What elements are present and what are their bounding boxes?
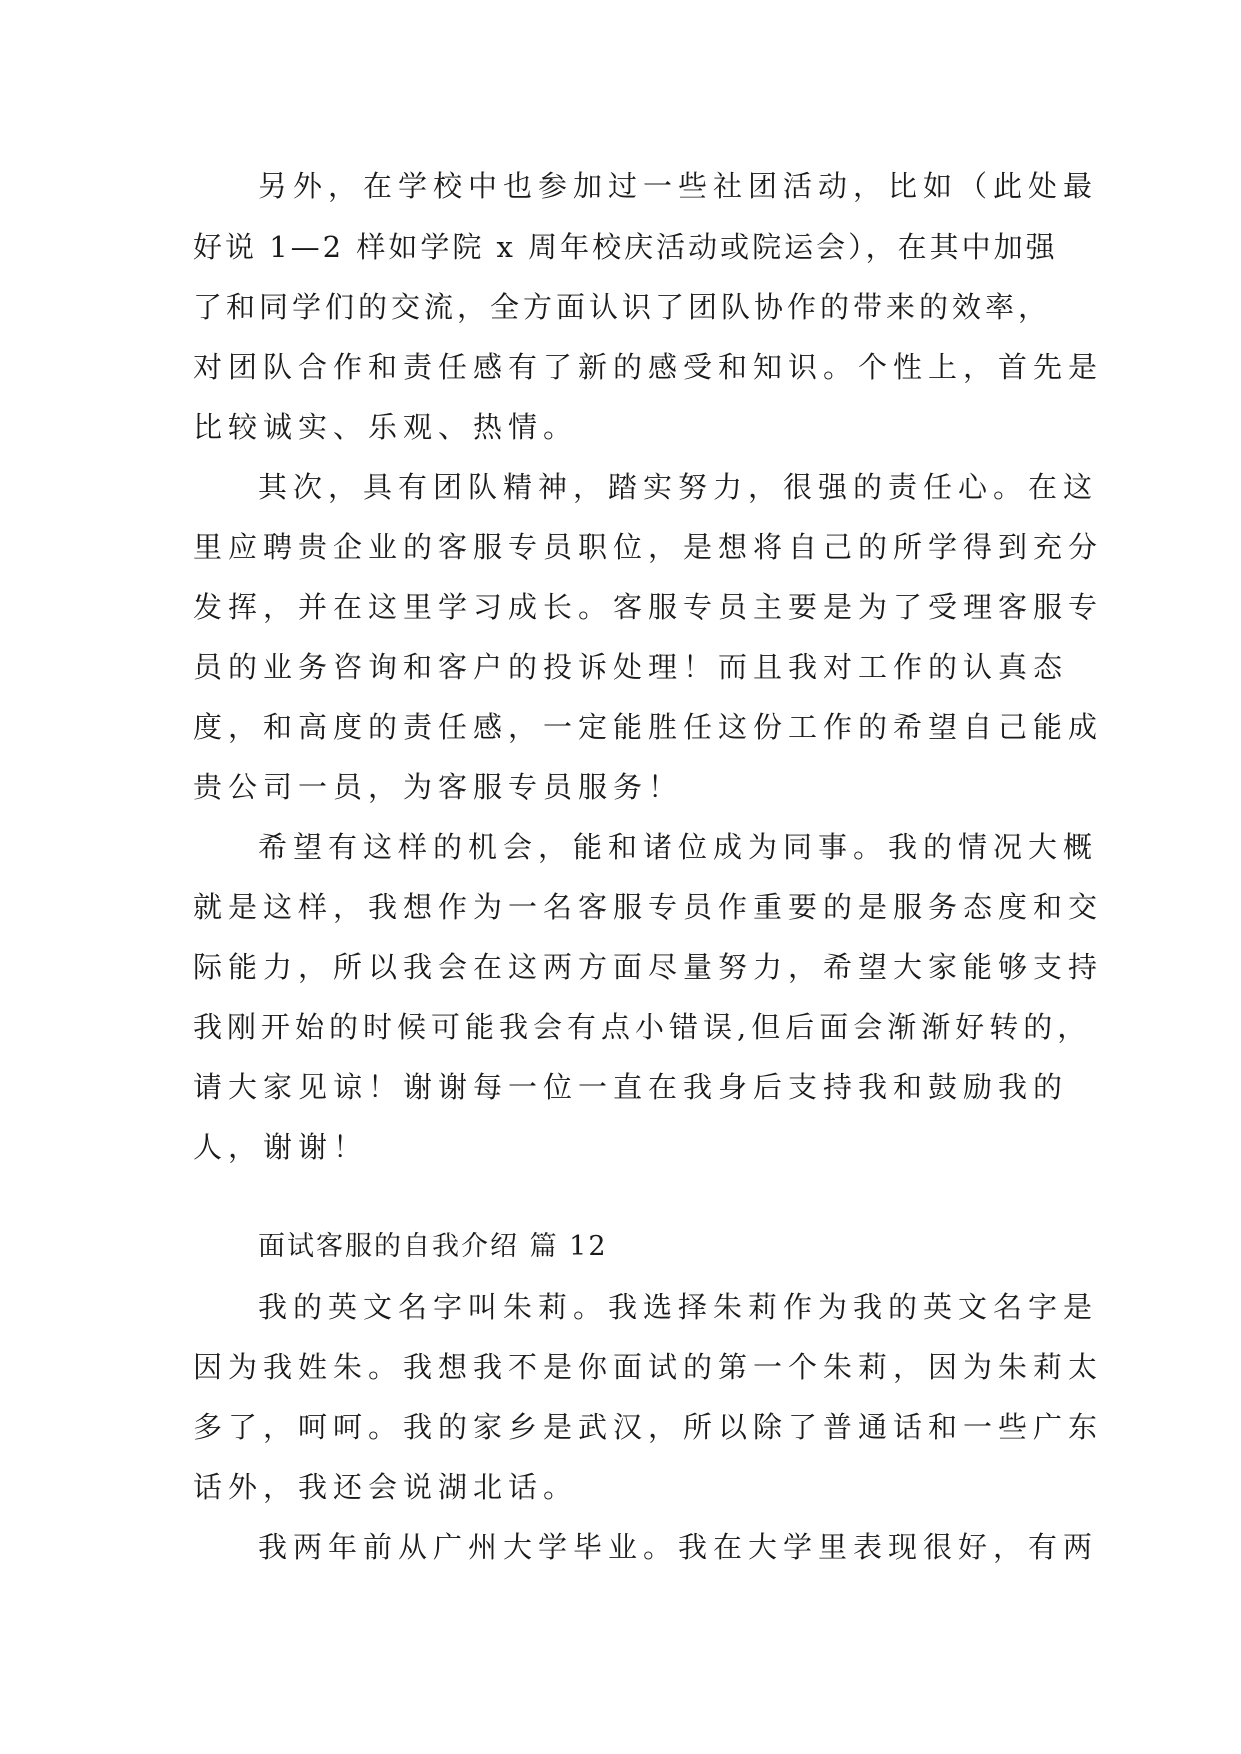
- paragraph-3-line-5: 请大家见谅！谢谢每一位一直在我身后支持我和鼓励我的: [193, 1070, 1069, 1104]
- paragraph-4-line-4: 话外，我还会说湖北话。: [193, 1470, 579, 1504]
- paragraph-2-line-3: 发挥，并在这里学习成长。客服专员主要是为了受理客服专: [193, 590, 1104, 624]
- paragraph-1-line-1: 另外，在学校中也参加过一些社团活动，比如（此处最: [258, 169, 1099, 203]
- paragraph-4-line-2: 因为我姓朱。我想我不是你面试的第一个朱莉，因为朱莉太: [193, 1350, 1104, 1384]
- paragraph-1-line-3: 了和同学们的交流，全方面认识了团队协作的带来的效率，: [193, 290, 1052, 324]
- paragraph-2-line-6: 贵公司一员，为客服专员服务！: [193, 770, 684, 804]
- paragraph-1-line-5: 比较诚实、乐观、热情。: [193, 410, 579, 444]
- paragraph-5-line-1: 我两年前从广州大学毕业。我在大学里表现很好，有两: [258, 1530, 1099, 1564]
- paragraph-3-line-3: 际能力，所以我会在这两方面尽量努力，希望大家能够支持: [193, 950, 1104, 984]
- section-heading: 面试客服的自我介绍 篇 12: [258, 1231, 608, 1262]
- paragraph-2-line-4: 员的业务咨询和客户的投诉处理！而且我对工作的认真态: [193, 650, 1069, 684]
- paragraph-1-line-2: 好说 1—2 样如学院 x 周年校庆活动或院运会），在其中加强: [193, 230, 1058, 264]
- paragraph-4-line-3: 多了，呵呵。我的家乡是武汉，所以除了普通话和一些广东: [193, 1410, 1104, 1444]
- paragraph-2-line-5: 度，和高度的责任感，一定能胜任这份工作的希望自己能成: [193, 710, 1104, 744]
- paragraph-2-line-1: 其次，具有团队精神，踏实努力，很强的责任心。在这: [258, 470, 1099, 504]
- paragraph-4-line-1: 我的英文名字叫朱莉。我选择朱莉作为我的英文名字是: [258, 1290, 1099, 1324]
- paragraph-3-line-4: 我刚开始的时候可能我会有点小错误,但后面会渐渐好转的，: [193, 1010, 1092, 1044]
- paragraph-3-line-1: 希望有这样的机会，能和诸位成为同事。我的情况大概: [258, 830, 1099, 864]
- paragraph-3-line-6: 人，谢谢！: [193, 1130, 369, 1164]
- paragraph-3-line-2: 就是这样，我想作为一名客服专员作重要的是服务态度和交: [193, 890, 1104, 924]
- paragraph-1-line-4: 对团队合作和责任感有了新的感受和知识。个性上，首先是: [193, 350, 1104, 384]
- paragraph-2-line-2: 里应聘贵企业的客服专员职位，是想将自己的所学得到充分: [193, 530, 1104, 564]
